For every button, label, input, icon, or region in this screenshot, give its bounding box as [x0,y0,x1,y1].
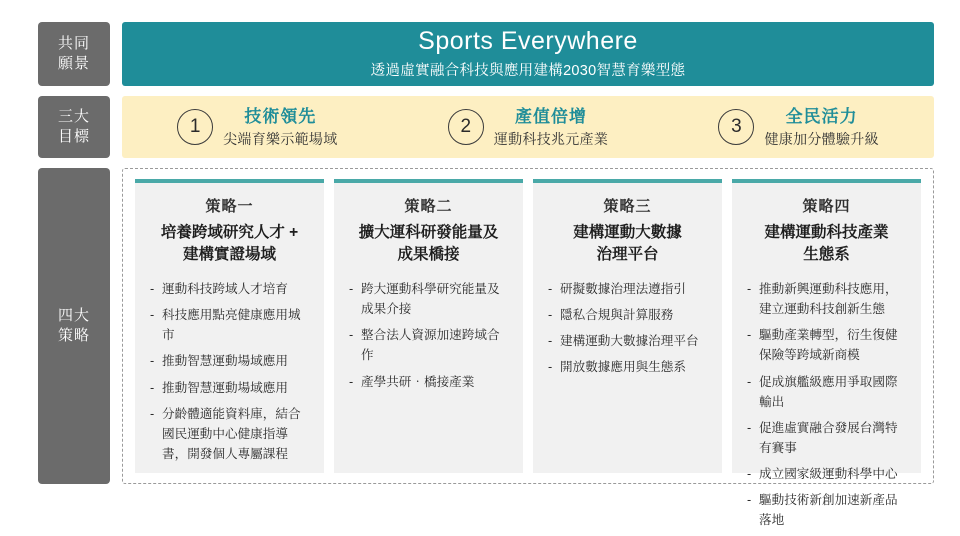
list-item: - 驅動產業轉型，衍生復健保險等跨域新商模 [746,325,907,365]
goal-number-3: 3 [718,109,754,145]
goal-text-1 [223,106,337,148]
strategy-card-3 [533,179,722,473]
strategy-tag-4: 策略四 [802,198,851,215]
strategy-title-1-line2: 建構實證場域 [182,246,276,264]
rail-label-goals-line1: 三大 [57,107,90,125]
strategy-tag-3: 策略三 [603,198,652,215]
goal-sub-3: 健康加分體驗升級 [764,130,879,147]
rail-label-goals [38,96,110,158]
strategy-card-1 [135,179,324,473]
vision-banner [122,22,934,86]
goals-bar [122,96,934,158]
strategy-title-1 [149,222,310,267]
goal-item-3 [663,96,934,158]
strategy-tag-1: 策略一 [205,198,254,215]
strategy-card-4 [732,179,921,528]
list-item: - 建構運動大數據治理平台 [547,331,708,351]
rail-label-strategy-line2: 策略 [57,327,90,344]
strategy-title-2-line2: 成果橋接 [397,246,460,264]
goal-head-2: 產值倍增 [515,106,587,126]
list-item: - 促進虛實融合發展台灣特有賽事 [746,418,907,458]
list-item: - 隱私合規與計算服務 [547,305,708,325]
goal-text-2 [494,106,608,148]
strategy-title-4 [746,222,907,267]
list-item: - 跨大運動科學研究能量及成果介接 [348,279,509,319]
rail-label-vision [38,22,110,86]
strategy-frame [122,168,934,528]
rail-label-vision-line2: 願景 [57,55,90,72]
list-item: - 產學共研‧橋接產業 [348,372,509,392]
strategy-title-2 [348,222,509,267]
list-item: - 推動新興運動科技應用，建立運動科技創新生態 [746,279,907,319]
strategy-title-3-line1: 建構運動大數據 [573,224,682,241]
list-item: - 推動智慧運動場域應用 [149,378,310,398]
list-item: - 成立國家級運動科學中心 [746,464,907,484]
strategy-list-3 [547,279,708,384]
strategy-list-2 [348,279,509,398]
rail-label-strategy [38,168,110,484]
goal-head-3: 全民活力 [785,106,858,126]
goal-number-1: 1 [177,109,213,145]
vision-title: Sports Everywhere [418,26,638,55]
list-item: - 研擬數據治理法遵指引 [547,279,708,299]
list-item: - 驅動技術新創加速新產品落地 [746,490,907,530]
strategy-title-4-line2: 生態系 [803,246,850,264]
strategy-title-1-line1: 培養跨域研究人才 + [160,224,299,241]
list-item: - 促成旗艦級應用爭取國際輸出 [746,372,907,412]
rail-label-vision-line1: 共同 [57,34,90,52]
strategy-card-2 [334,179,523,473]
goal-item-2 [393,96,664,158]
list-item: - 科技應用點亮健康應用城市 [149,305,310,345]
strategy-list-4 [746,279,907,536]
vision-subtitle: 透過虛實融合科技與應用建構2030智慧育樂型態 [370,63,686,80]
goal-text-3 [764,106,878,148]
goal-item-1 [122,96,393,158]
list-item: - 推動智慧運動場域應用 [149,351,310,371]
goal-number-2: 2 [448,109,484,145]
strategy-title-4-line1: 建構運動科技產業 [764,224,889,241]
goal-head-1: 技術領先 [244,106,317,126]
strategy-list-1 [149,279,310,470]
list-item: - 運動科技跨域人才培育 [149,279,310,299]
goal-sub-2: 運動科技兆元產業 [493,130,609,147]
list-item: - 分齡體適能資料庫，結合國民運動中心健康指導書，開發個人專屬課程 [149,404,310,464]
list-item: - 整合法人資源加速跨域合作 [348,325,509,365]
strategy-title-3-line2: 治理平台 [596,246,659,264]
rail-label-goals-line2: 目標 [57,128,90,145]
strategy-tag-2: 策略二 [404,198,453,215]
strategy-title-3 [547,222,708,267]
strategy-title-2-line1: 擴大運科研發能量及 [358,224,499,241]
rail-label-strategy-line1: 四大 [57,306,90,324]
list-item: - 開放數據應用與生態系 [547,357,708,377]
goal-sub-1: 尖端育樂示範場域 [223,130,338,147]
